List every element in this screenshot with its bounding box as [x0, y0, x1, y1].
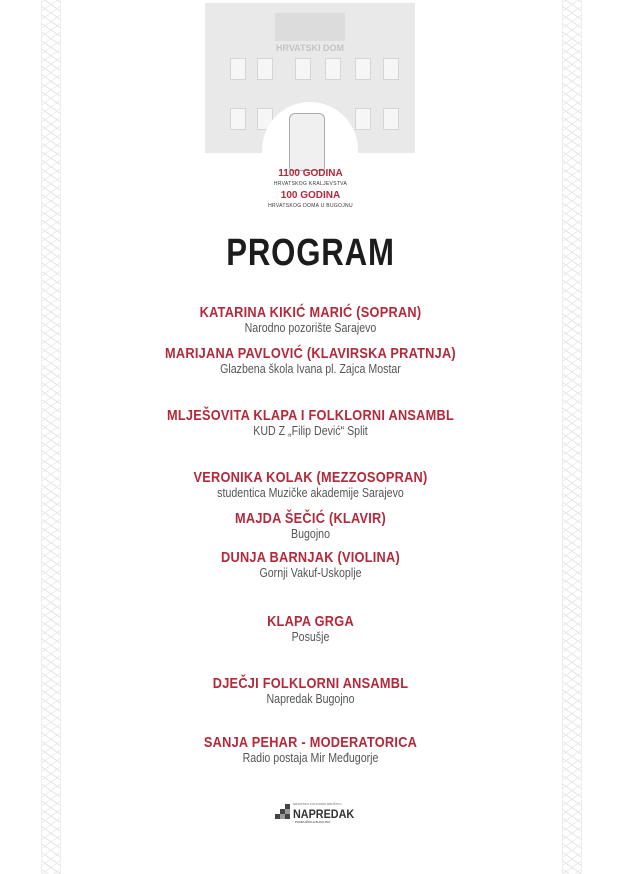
statue-icon: [289, 113, 325, 171]
anniversary-100-sub: HRVATSKOG DOMA U BUGOJNU: [268, 203, 353, 209]
program-item: [0, 510, 621, 541]
performer-affiliation: Bugojno: [291, 527, 330, 541]
anniversary-100: 100 GODINA: [280, 190, 341, 201]
performer-name: KLAPA GRGA: [267, 613, 354, 630]
program-item: [0, 734, 621, 765]
performer-name: DJEČJI FOLKLORNI ANSAMBL: [212, 675, 409, 692]
logo-name: NAPREDAK: [293, 807, 355, 821]
program-item: [0, 407, 621, 438]
performer-affiliation: Narodno pozorište Sarajevo: [244, 321, 377, 335]
logo-bottom-text: PODRUŽNICA BUGOJNO: [295, 820, 331, 824]
program-item: [0, 549, 621, 580]
performer-affiliation: Napredak Bugojno: [266, 692, 355, 706]
program-item: [0, 304, 621, 335]
logo-top-text: HRVATSKO KULTURNO DRUŠTVO: [293, 802, 342, 806]
program-item: [0, 613, 621, 644]
anniversary-1100: 1100 GODINA: [278, 168, 343, 179]
performer-affiliation: Gornji Vakuf-Uskoplje: [259, 566, 362, 580]
building-sign: HRVATSKI DOM: [275, 43, 344, 53]
program-item: [0, 345, 621, 376]
performer-affiliation: Posušje: [291, 630, 330, 644]
program-item: [0, 675, 621, 706]
performer-name: MAJDA ŠEČIĆ (KLAVIR): [234, 510, 387, 527]
performer-name: MARIJANA PAVLOVIĆ (KLAVIRSKA PRATNJA): [165, 345, 456, 362]
performer-affiliation: studentica Muzičke akademije Sarajevo: [217, 486, 404, 500]
performer-name: MLJEŠOVITA KLAPA I FOLKLORNI ANSAMBL: [166, 407, 455, 424]
performer-affiliation: Glazbena škola Ivana pl. Zajca Mostar: [220, 362, 401, 376]
performer-name: KATARINA KIKIĆ MARIĆ (SOPRAN): [199, 304, 422, 321]
anniversary-1100-sub: HRVATSKOG KRALJEVSTVA: [273, 181, 348, 187]
performer-name: VERONIKA KOLAK (MEZZOSOPRAN): [193, 469, 428, 486]
program-item: [0, 469, 621, 500]
performer-name: SANJA PEHAR - MODERATORICA: [203, 734, 418, 751]
performer-name: DUNJA BARNJAK (VIOLINA): [221, 549, 400, 566]
page-title: PROGRAM: [226, 232, 395, 274]
performer-affiliation: KUD Z „Filip Dević“ Split: [253, 424, 368, 438]
napredak-logo: [273, 802, 353, 824]
performer-affiliation: Radio postaja Mir Međugorje: [242, 751, 379, 765]
